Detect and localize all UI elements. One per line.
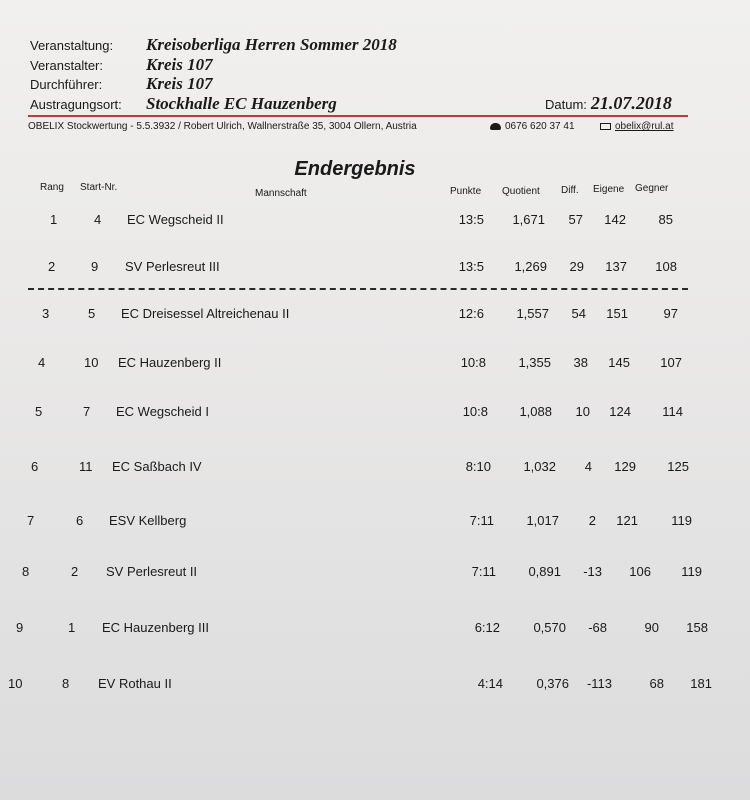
- cell-eigene: 68: [649, 676, 664, 691]
- cell-quotient: 1,355: [518, 355, 551, 370]
- promotion-divider: [28, 288, 688, 290]
- cell-team: SV Perlesreut II: [106, 564, 198, 579]
- col-quotient: Quotient: [502, 186, 540, 197]
- header-label: Veranstalter:: [30, 58, 103, 73]
- cell-team: EC Saßbach IV: [112, 459, 202, 474]
- cell-quotient: 1,269: [514, 259, 547, 274]
- cell-start: 5: [88, 306, 96, 321]
- col-eigene: Eigene: [593, 184, 625, 195]
- email-info: [600, 121, 674, 132]
- cell-team: SV Perlesreut III: [125, 259, 220, 274]
- col-punkte: Punkte: [450, 186, 482, 197]
- header-value: Stockhalle EC Hauzenberg: [146, 94, 337, 113]
- header-value: Kreisoberliga Herren Sommer 2018: [146, 35, 397, 54]
- header-divider: [28, 115, 688, 117]
- cell-diff: 38: [573, 355, 588, 370]
- cell-gegner: 107: [660, 355, 682, 370]
- cell-start: 9: [91, 259, 99, 274]
- cell-diff: 57: [568, 212, 583, 227]
- phone-icon: [490, 123, 501, 130]
- cell-diff: 10: [575, 404, 590, 419]
- cell-gegner: 97: [663, 306, 678, 321]
- cell-punkte: 10:8: [462, 404, 488, 419]
- cell-diff: -113: [586, 676, 612, 691]
- cell-diff: 2: [588, 513, 596, 528]
- cell-quotient: 1,032: [523, 459, 556, 474]
- cell-quotient: 1,671: [512, 212, 545, 227]
- software-info: OBELIX Stockwertung - 5.5.3932 / Robert Ulrich, Wallnerstraße 35, 3004 Ollern, Austria: [28, 121, 417, 132]
- col-gegner: Gegner: [635, 183, 669, 194]
- cell-diff: -68: [588, 620, 607, 635]
- cell-punkte: 6:12: [474, 620, 500, 635]
- cell-diff: -13: [583, 564, 602, 579]
- cell-eigene: 137: [605, 259, 627, 274]
- cell-gegner: 181: [690, 676, 712, 691]
- phone-number: 0676 620 37 41: [505, 121, 575, 132]
- cell-gegner: 119: [671, 513, 692, 528]
- cell-punkte: 13:5: [458, 212, 484, 227]
- datum-label: Datum:: [545, 97, 587, 112]
- cell-eigene: 124: [609, 404, 631, 419]
- cell-team: ESV Kellberg: [109, 513, 187, 528]
- header-label: Durchführer:: [30, 77, 103, 92]
- phone-info: [490, 121, 575, 132]
- cell-diff: 4: [584, 459, 592, 474]
- cell-quotient: 0,891: [528, 564, 561, 579]
- cell-eigene: 129: [614, 459, 636, 474]
- cell-punkte: 12:6: [458, 306, 484, 321]
- header-label: Austragungsort:: [30, 97, 122, 112]
- cell-gegner: 85: [658, 212, 673, 227]
- cell-gegner: 108: [655, 259, 677, 274]
- cell-team: EC Hauzenberg III: [102, 620, 209, 635]
- cell-eigene: 142: [604, 212, 626, 227]
- cell-rang: 5: [35, 404, 43, 419]
- cell-punkte: 7:11: [469, 513, 494, 528]
- datum-value: 21.07.2018: [590, 93, 672, 113]
- cell-rang: 3: [42, 306, 50, 321]
- cell-rang: 9: [16, 620, 24, 635]
- cell-quotient: 1,557: [516, 306, 549, 321]
- col-start: Start-Nr.: [80, 182, 118, 193]
- cell-eigene: 121: [616, 513, 638, 528]
- cell-punkte: 7:11: [471, 564, 496, 579]
- cell-team: EV Rothau II: [98, 676, 172, 691]
- cell-rang: 2: [48, 259, 56, 274]
- datum: [545, 93, 672, 114]
- col-diff: Diff.: [561, 185, 579, 196]
- cell-start: 1: [68, 620, 76, 635]
- cell-start: 11: [79, 459, 93, 474]
- cell-start: 4: [94, 212, 102, 227]
- cell-start: 10: [84, 355, 99, 370]
- cell-eigene: 90: [644, 620, 659, 635]
- cell-gegner: 125: [667, 459, 689, 474]
- cell-start: 6: [76, 513, 84, 528]
- header-label: Veranstaltung:: [30, 38, 114, 53]
- cell-gegner: 119: [681, 564, 702, 579]
- email-address: obelix@rul.at: [615, 121, 674, 132]
- cell-eigene: 145: [608, 355, 630, 370]
- mail-icon: [600, 123, 611, 130]
- cell-start: 8: [62, 676, 70, 691]
- cell-quotient: 1,017: [526, 513, 559, 528]
- cell-team: EC Wegscheid I: [116, 404, 209, 419]
- page-title: Endergebnis: [294, 158, 416, 180]
- cell-rang: 6: [31, 459, 39, 474]
- cell-quotient: 0,376: [536, 676, 569, 691]
- header-value: Kreis 107: [146, 55, 213, 74]
- cell-quotient: 1,088: [519, 404, 552, 419]
- cell-eigene: 106: [629, 564, 651, 579]
- col-rang: Rang: [40, 182, 64, 193]
- cell-rang: 4: [38, 355, 46, 370]
- cell-team: EC Dreisessel Altreichenau II: [121, 306, 290, 321]
- cell-punkte: 13:5: [458, 259, 484, 274]
- cell-quotient: 0,570: [533, 620, 566, 635]
- cell-team: EC Hauzenberg II: [118, 355, 222, 370]
- cell-start: 2: [71, 564, 79, 579]
- cell-diff: 54: [571, 306, 586, 321]
- cell-team: EC Wegscheid II: [127, 212, 224, 227]
- cell-rang: 7: [27, 513, 35, 528]
- cell-rang: 10: [8, 676, 23, 691]
- cell-punkte: 10:8: [460, 355, 486, 370]
- cell-punkte: 8:10: [465, 459, 491, 474]
- cell-gegner: 158: [686, 620, 708, 635]
- cell-start: 7: [83, 404, 91, 419]
- cell-eigene: 151: [606, 306, 628, 321]
- cell-rang: 1: [50, 212, 58, 227]
- cell-diff: 29: [569, 259, 584, 274]
- cell-gegner: 114: [662, 404, 683, 419]
- header-value: Kreis 107: [146, 74, 213, 93]
- cell-punkte: 4:14: [477, 676, 503, 691]
- cell-rang: 8: [22, 564, 30, 579]
- col-team: Mannschaft: [255, 188, 307, 199]
